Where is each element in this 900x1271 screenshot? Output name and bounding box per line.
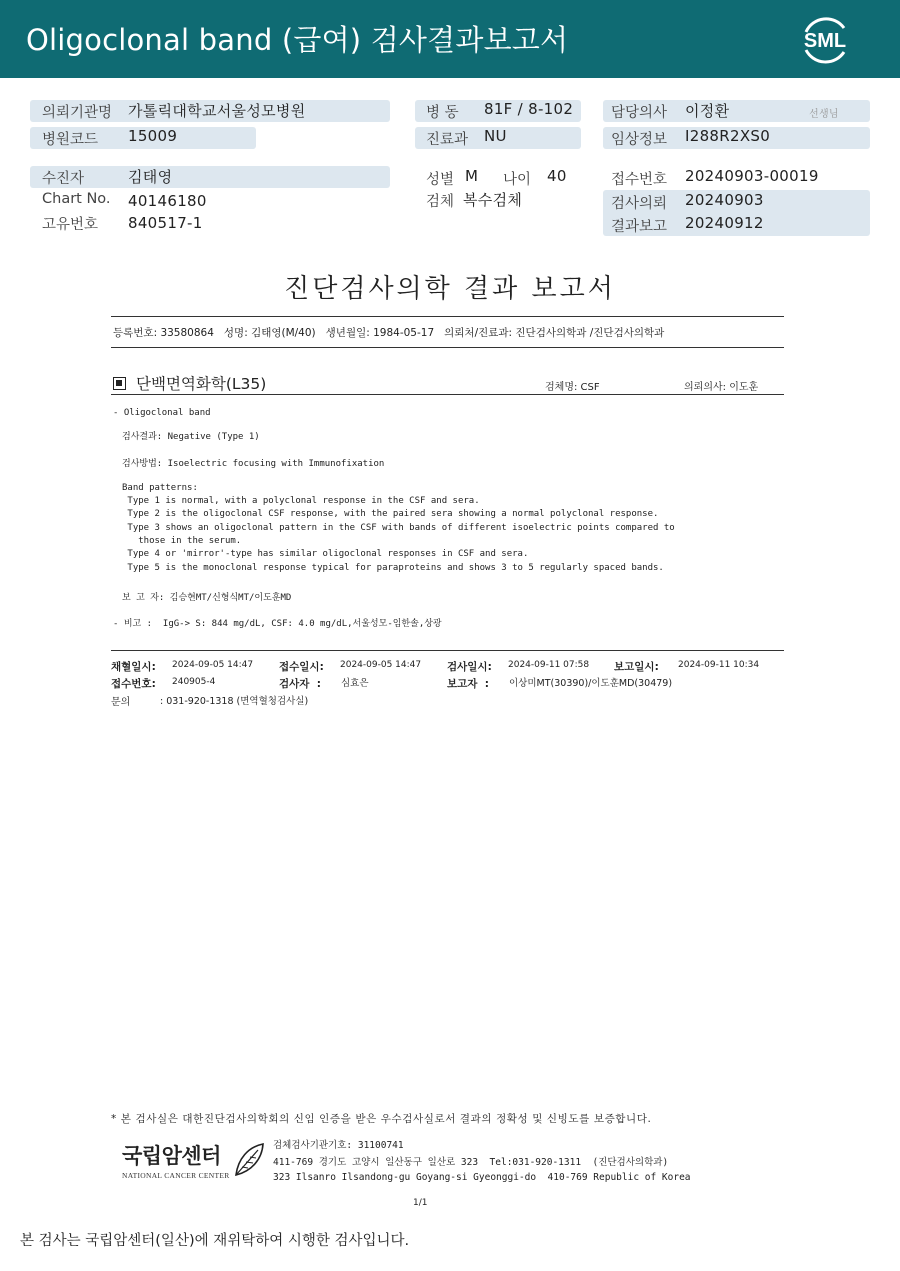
test-value: 2024-09-11 07:58 — [508, 660, 590, 670]
square-bullet-icon — [113, 377, 126, 390]
page-number: 1/1 — [413, 1198, 428, 1208]
sex-label: 성별 — [426, 172, 455, 188]
certification-note: * 본 검사실은 대한진단검사의학회의 신임 인증을 받은 우수검사실로서 결과의 정확성 및 신빙도를 보증합니다. — [111, 1113, 652, 1125]
reporter-line: 보 고 자: 김승현MT/신형식MT/이도훈MD — [122, 593, 292, 603]
age-value: 40 — [547, 167, 567, 185]
contact-value: : 031-920-1318 (면역혈청검사실) — [160, 696, 309, 707]
result-line: 검사결과: Negative (Type 1) — [122, 432, 260, 442]
test-name: - Oligoclonal band — [113, 408, 211, 418]
doctor-value: 이정환 — [685, 102, 730, 120]
divider — [111, 650, 784, 651]
specimen-value: 복수검체 — [463, 191, 523, 209]
name-value: 김태영 — [128, 168, 173, 186]
national-cancer-center-logo — [122, 1140, 266, 1180]
report-title: 진단검사의학 결과 보고서 — [284, 274, 616, 304]
registration-line: 등록번호: 33580864 성명: 김태영(M/40) 생년월일: 1984-05-17 의뢰처/진료과: 진단검사의학과 /진단검사의학과 — [113, 327, 665, 339]
institution-english: NATIONAL CANCER CENTER — [122, 1171, 230, 1180]
doctor-suffix: 선생님 — [809, 109, 839, 120]
address-en: 323 Ilsanro Ilsandong-gu Goyang-si Gyeonggi-do 410-769 Republic of Korea — [273, 1172, 691, 1183]
sex-value: M — [465, 167, 479, 185]
org-label: 의뢰기관명 — [42, 105, 113, 121]
logo-text: SML — [803, 30, 847, 52]
code-value: 15009 — [128, 127, 178, 145]
age-label: 나이 — [503, 172, 532, 188]
result-value: 20240912 — [685, 214, 764, 232]
request-value: 20240903 — [685, 191, 764, 209]
org-value: 가톨릭대학교서울성모병원 — [128, 102, 306, 120]
band-pattern-line: those in the serum. — [122, 536, 242, 546]
divider — [111, 394, 784, 395]
id-value: 840517-1 — [128, 214, 203, 232]
test-label: 검사일시: — [447, 661, 492, 673]
chart-label: Chart No. — [42, 191, 111, 207]
name-label: 수진자 — [42, 171, 85, 187]
band-pattern-line: Type 4 or 'mirror'-type has similar oligoclonal responses in CSF and sera. — [122, 549, 529, 559]
institution-name: 국립암센터 — [122, 1143, 221, 1168]
ward-label: 병 동 — [426, 105, 459, 121]
consignment-note: 본 검사는 국립암센터(일산)에 재위탁하여 시행한 검사입니다. — [20, 1233, 410, 1249]
report-date-label: 보고일시: — [614, 661, 659, 673]
sml-logo — [796, 12, 854, 66]
collect-label: 채혈일시: — [111, 661, 156, 673]
receive-label: 접수일시: — [279, 661, 324, 673]
id-label: 고유번호 — [42, 217, 99, 233]
report-date-value: 2024-09-11 10:34 — [678, 660, 760, 670]
divider — [111, 347, 784, 348]
receipt-no-value: 240905-4 — [172, 677, 216, 687]
divider — [111, 316, 784, 317]
doctor-label: 담당의사 — [611, 105, 668, 121]
chart-value: 40146180 — [128, 192, 207, 210]
dept-label: 진료과 — [426, 132, 469, 148]
section-title-text: 단백면역화학(L35) — [136, 375, 267, 393]
collect-value: 2024-09-05 14:47 — [172, 660, 254, 670]
reporter-value: 이상미MT(30390)/이도훈MD(30479) — [509, 678, 673, 689]
band-pattern-line: Type 1 is normal, with a polyclonal response in the CSF and sera. — [122, 496, 480, 506]
reporter-label: 보고자 : — [447, 678, 489, 690]
code-label: 병원코드 — [42, 132, 99, 148]
contact-label: 문의 — [111, 697, 131, 708]
receipt-no-label: 접수번호: — [111, 678, 156, 690]
address-kr: 411-769 경기도 고양시 일산동구 일산로 323 Tel:031-920-1311 (진단검사의학과) — [273, 1157, 669, 1168]
band-pattern-line: Type 3 shows an oligoclonal pattern in the CSF with bands of different isoelectric points compared to — [122, 523, 675, 533]
tester-label: 검사자 : — [279, 678, 321, 690]
report-header — [0, 0, 900, 78]
clinical-label: 임상정보 — [611, 132, 668, 148]
ward-value: 81F / 8-102 — [484, 100, 574, 118]
specimen-label: 검체 — [426, 194, 455, 210]
specimen-info: 검체명: CSF — [545, 382, 600, 393]
clinical-value: I288R2XS0 — [685, 127, 771, 145]
lab-code: 검체검사기관기호: 31100741 — [273, 1140, 404, 1151]
band-pattern-line: Type 5 is the monoclonal response typical for paraproteins and shows 3 to 5 regularly spaced bands. — [122, 563, 664, 573]
section-title — [113, 372, 266, 394]
dept-value: NU — [484, 127, 507, 145]
requester-info: 의뢰의사: 이도훈 — [684, 382, 759, 393]
receipt-value: 20240903-00019 — [685, 167, 819, 185]
page-title: Oligoclonal band (급여) 검사결과보고서 — [26, 23, 569, 57]
remark-line: - 비고 : IgG-> S: 844 mg/dL, CSF: 4.0 mg/dL,서울성모-임한솔,상광 — [113, 619, 442, 629]
leaf-icon — [232, 1141, 266, 1179]
result-label: 결과보고 — [611, 219, 668, 235]
tester-value: 심효은 — [341, 678, 369, 689]
receive-value: 2024-09-05 14:47 — [340, 660, 422, 670]
band-pattern-line: Type 2 is the oligoclonal CSF response, with the paired sera showing a normal polyclonal response. — [122, 509, 659, 519]
receipt-label: 접수번호 — [611, 172, 668, 188]
band-patterns-header: Band patterns: — [122, 483, 198, 493]
request-label: 검사의뢰 — [611, 196, 668, 212]
method-line: 검사방법: Isoelectric focusing with Immunofixation — [122, 459, 385, 469]
